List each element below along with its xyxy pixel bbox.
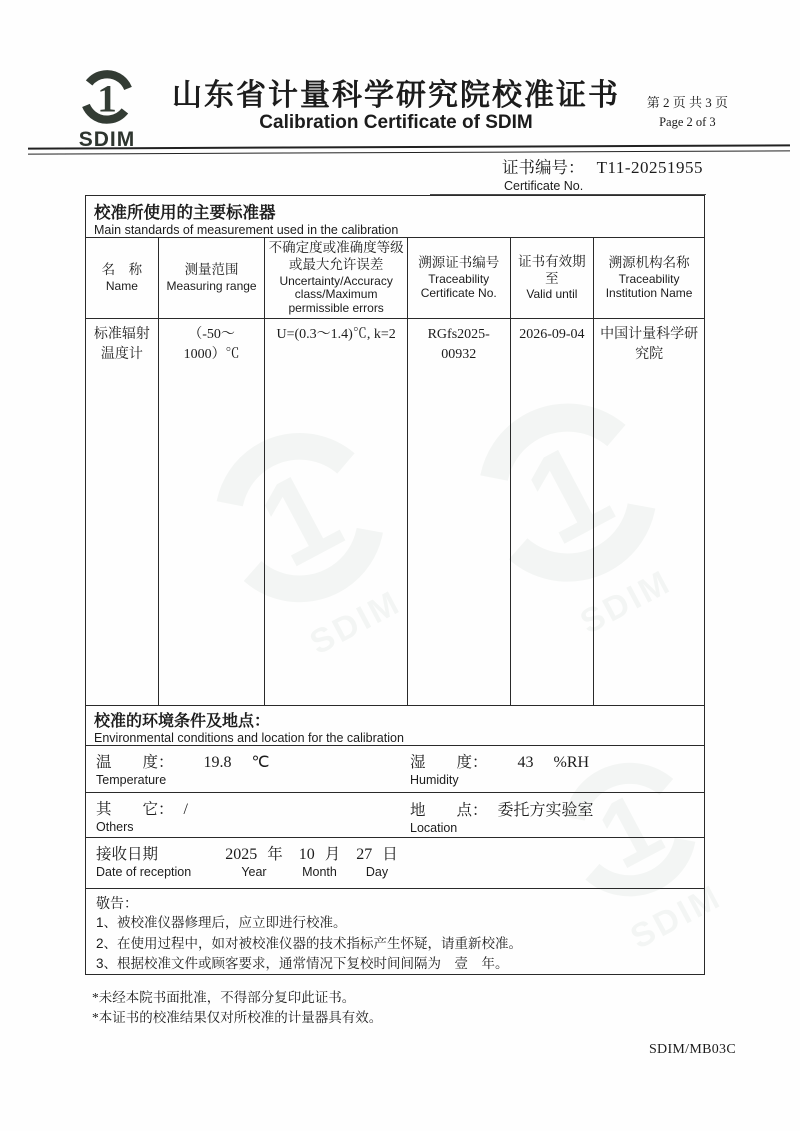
col-institution-en: Traceability Institution Name [605, 272, 693, 300]
reception-year [225, 842, 283, 888]
certificate-title-cn: 山东省计量科学研究院校准证书 [172, 79, 620, 112]
others-location-row [86, 793, 704, 838]
reception-day [356, 842, 398, 888]
col-valid-en: Valid until [526, 287, 578, 302]
page-indicator-en: Page 2 of 3 [659, 114, 716, 129]
main-table [85, 195, 705, 975]
sdim-logo [64, 66, 150, 152]
col-traceno-en: Traceability Certificate No. [420, 272, 497, 300]
col-name-en: Name [105, 279, 138, 294]
watermark-label: SDIM [574, 562, 678, 642]
standards-data-row [86, 319, 704, 706]
col-name-cn: 名 称 [101, 262, 143, 278]
temperature-label-en: Temperature [96, 773, 167, 787]
standards-title-en: Main standards of measurement used in the calibration [94, 223, 399, 237]
column-header-uncertainty [265, 238, 408, 318]
watermark-label: SDIM [624, 877, 728, 957]
page-indicator-cn: 第 2 页 共 3 页 [646, 95, 728, 110]
cell-standard-name: 标准辐射温度计 [86, 319, 159, 705]
svg-text:1: 1 [97, 77, 117, 121]
reception-label-cn: 接收日期 [96, 846, 159, 863]
col-uncertainty-cn: 不确定度或准确度等级或最大允许误差 [268, 239, 404, 272]
footnote-line: *未经本院书面批准，不得部分复印此证书。 [92, 990, 356, 1005]
column-header-name [86, 238, 159, 318]
temperature-humidity-row [86, 746, 704, 793]
location-label-cn: 地 点： [410, 802, 488, 819]
cell-valid-until: 2026-09-04 [511, 319, 595, 705]
others-value: / [183, 801, 188, 818]
environment-title-en: Environmental conditions and location for the calibration [94, 731, 404, 745]
col-range-cn: 测量范围 [184, 262, 239, 278]
column-header-institution [594, 238, 704, 318]
reception-month-cn: 月 [324, 846, 341, 863]
reception-label [96, 842, 191, 888]
svg-text:1: 1 [504, 415, 632, 572]
certificate-number-label-cn: 证书编号： [502, 158, 585, 177]
others-field [86, 793, 400, 837]
reception-year-value: 2025 [225, 846, 258, 863]
col-institution-cn: 溯源机构名称 [608, 255, 690, 271]
humidity-label-en: Humidity [410, 773, 459, 787]
temperature-field [86, 746, 400, 792]
others-label-cn: 其 它： [96, 801, 174, 818]
reception-day-en: Day [365, 865, 389, 879]
notice-item: 1、被校准仪器修理后，应立即进行校准。 [96, 915, 347, 931]
cell-traceability-no: RGfs2025-00932 [408, 319, 511, 705]
sdim-logo-icon [74, 66, 140, 132]
page-indicator [647, 94, 728, 131]
reception-day-value: 27 [356, 846, 373, 863]
reception-year-en: Year [241, 865, 267, 879]
standards-header-row [86, 238, 704, 319]
cell-measuring-range: （-50～1000）℃ [159, 319, 266, 705]
cell-institution: 中国计量科学研究院 [600, 327, 699, 362]
reception-month-value: 10 [298, 846, 315, 863]
reception-year-cn: 年 [267, 846, 283, 863]
temperature-label-cn: 温 度： [96, 754, 174, 771]
svg-text:1: 1 [582, 771, 678, 889]
col-traceno-cn: 溯源证书编号 [418, 255, 500, 271]
form-code: SDIM/MB03C [648, 1042, 736, 1057]
humidity-unit: %RH [553, 754, 590, 771]
environment-title-cn: 校准的环境条件及地点： [94, 713, 271, 730]
standards-section-title [86, 196, 704, 238]
temperature-unit: ℃ [251, 754, 270, 771]
reception-month [299, 842, 341, 888]
reception-label-en: Date of reception [96, 865, 192, 879]
reception-day-cn: 日 [382, 846, 398, 863]
footnote-line: *本证书的校准结果仅对所校准的计量器具有效。 [92, 1009, 383, 1025]
location-field [400, 793, 704, 837]
svg-text:1: 1 [239, 444, 361, 593]
col-uncertainty-en: Uncertainty/Accuracy class/Maximum permissible errors [279, 273, 393, 316]
column-header-valid-until [511, 238, 595, 318]
col-range-en: Measuring range [166, 279, 257, 294]
humidity-label-cn: 湿 度： [410, 754, 488, 771]
footnotes [92, 988, 382, 1027]
certificate-number-line [430, 154, 706, 178]
humidity-field [400, 746, 704, 792]
certificate-number-value: T11-20251955 [596, 158, 704, 177]
logo-text: SDIM [78, 128, 136, 151]
reception-date-row [86, 838, 704, 889]
temperature-value: 19.8 [203, 754, 232, 771]
location-label-en: Location [410, 821, 458, 835]
certificate-number-block [430, 154, 706, 195]
reception-month-en: Month [302, 865, 337, 879]
notice-item: 3、根据校准文件或顾客要求，通常情况下复校时间间隔为 壹 年。 [96, 955, 509, 971]
column-header-traceability-no [408, 238, 511, 318]
notice-item: 2、在使用过程中，如对被校准仪器的技术指标产生怀疑，请重新校准。 [96, 935, 523, 951]
location-value: 委托方实验室 [497, 802, 594, 819]
humidity-value: 43 [517, 754, 534, 771]
certificate-number-label-en: Certificate No. [504, 179, 584, 193]
notice-section [86, 889, 704, 974]
column-header-range [159, 238, 266, 318]
cell-uncertainty: U=(0.3～1.4)℃, k=2 [265, 319, 408, 705]
others-label-en: Others [96, 820, 134, 834]
col-valid-cn: 证书有效期至 [518, 253, 586, 286]
certificate-title-en: Calibration Certificate of SDIM [259, 112, 533, 133]
standards-title-cn: 校准所使用的主要标准器 [94, 204, 276, 222]
watermark-label: SDIM [303, 583, 408, 663]
environment-section-title [86, 706, 704, 746]
notice-title: 敬告： [96, 895, 138, 911]
